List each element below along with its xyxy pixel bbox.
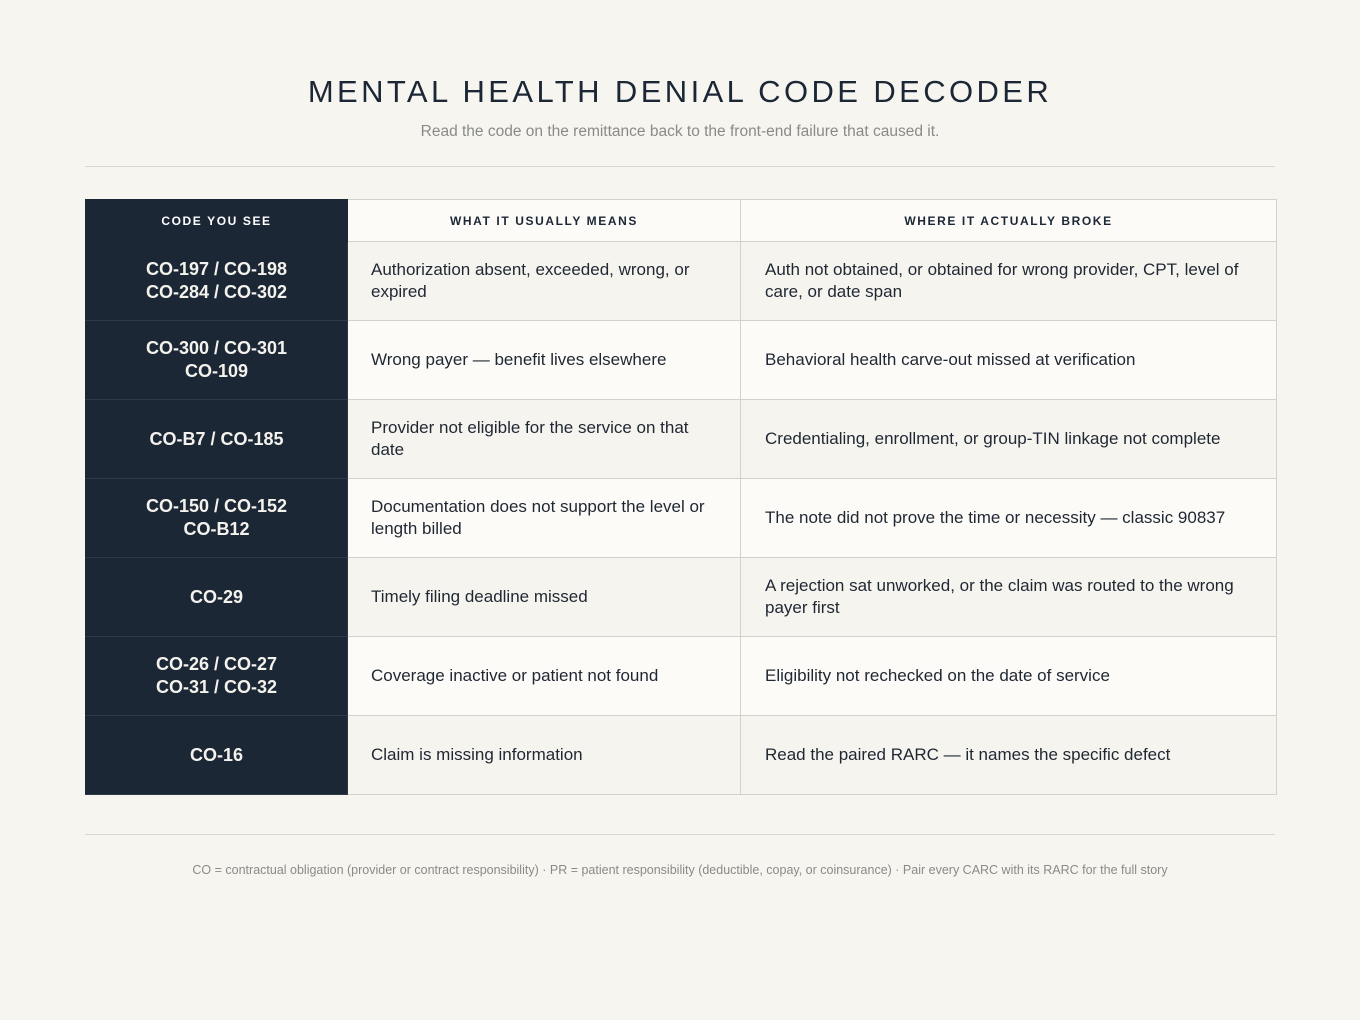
column-header-code: CODE YOU SEE bbox=[86, 200, 348, 242]
code-text: CO-300 / CO-301 bbox=[145, 338, 288, 358]
meaning-cell: Claim is missing information bbox=[348, 716, 741, 795]
broke-cell: Read the paired RARC — it names the specific defect bbox=[741, 716, 1277, 795]
column-header-broke: WHERE IT ACTUALLY BROKE bbox=[741, 200, 1277, 242]
broke-cell: Behavioral health carve-out missed at verification bbox=[741, 321, 1277, 400]
code-cell bbox=[86, 558, 348, 637]
code-text: CO-B12 bbox=[183, 519, 250, 539]
table-row bbox=[86, 479, 1277, 558]
meaning-cell: Timely filing deadline missed bbox=[348, 558, 741, 637]
footnote: CO = contractual obligation (provider or contract responsibility) · PR = patient responsibility (deductible, copay, or coinsurance) · Pair every CARC with its RARC for the full story bbox=[192, 863, 1168, 877]
broke-cell: Auth not obtained, or obtained for wrong provider, CPT, level of care, or date span bbox=[741, 242, 1277, 321]
meaning-cell: Authorization absent, exceeded, wrong, or expired bbox=[348, 242, 741, 321]
broke-cell: Credentialing, enrollment, or group-TIN linkage not complete bbox=[741, 400, 1277, 479]
table-row bbox=[86, 321, 1277, 400]
top-divider bbox=[85, 166, 1275, 167]
code-text: CO-26 / CO-27 bbox=[155, 654, 278, 674]
page-subtitle: Read the code on the remittance back to the front-end failure that caused it. bbox=[420, 123, 940, 140]
code-cell bbox=[86, 242, 348, 321]
code-cell bbox=[86, 716, 348, 795]
code-cell bbox=[86, 321, 348, 400]
code-cell bbox=[86, 400, 348, 479]
code-text: CO-197 / CO-198 bbox=[145, 259, 288, 279]
meaning-cell: Wrong payer — benefit lives elsewhere bbox=[348, 321, 741, 400]
broke-cell: The note did not prove the time or necessity — classic 90837 bbox=[741, 479, 1277, 558]
code-text: CO-109 bbox=[184, 361, 249, 381]
meaning-cell: Documentation does not support the level or length billed bbox=[348, 479, 741, 558]
page-title: MENTAL HEALTH DENIAL CODE DECODER bbox=[307, 74, 1053, 109]
table-row bbox=[86, 637, 1277, 716]
code-text: CO-284 / CO-302 bbox=[145, 282, 288, 302]
code-cell bbox=[86, 637, 348, 716]
table-header-row bbox=[86, 200, 1277, 242]
code-text: CO-29 bbox=[189, 586, 243, 607]
meaning-cell: Coverage inactive or patient not found bbox=[348, 637, 741, 716]
broke-cell: Eligibility not rechecked on the date of service bbox=[741, 637, 1277, 716]
code-text: CO-16 bbox=[189, 744, 243, 765]
table-row bbox=[86, 716, 1277, 795]
code-text: CO-150 / CO-152 bbox=[145, 496, 288, 516]
table-row bbox=[86, 558, 1277, 637]
denial-code-table bbox=[85, 199, 1277, 795]
table-row bbox=[86, 242, 1277, 321]
column-header-meaning: WHAT IT USUALLY MEANS bbox=[348, 200, 741, 242]
table-row bbox=[86, 400, 1277, 479]
broke-cell: A rejection sat unworked, or the claim was routed to the wrong payer first bbox=[741, 558, 1277, 637]
meaning-cell: Provider not eligible for the service on that date bbox=[348, 400, 741, 479]
code-text: CO-31 / CO-32 bbox=[155, 677, 278, 697]
bottom-divider bbox=[85, 834, 1275, 835]
code-cell bbox=[86, 479, 348, 558]
code-text: CO-B7 / CO-185 bbox=[149, 428, 284, 449]
